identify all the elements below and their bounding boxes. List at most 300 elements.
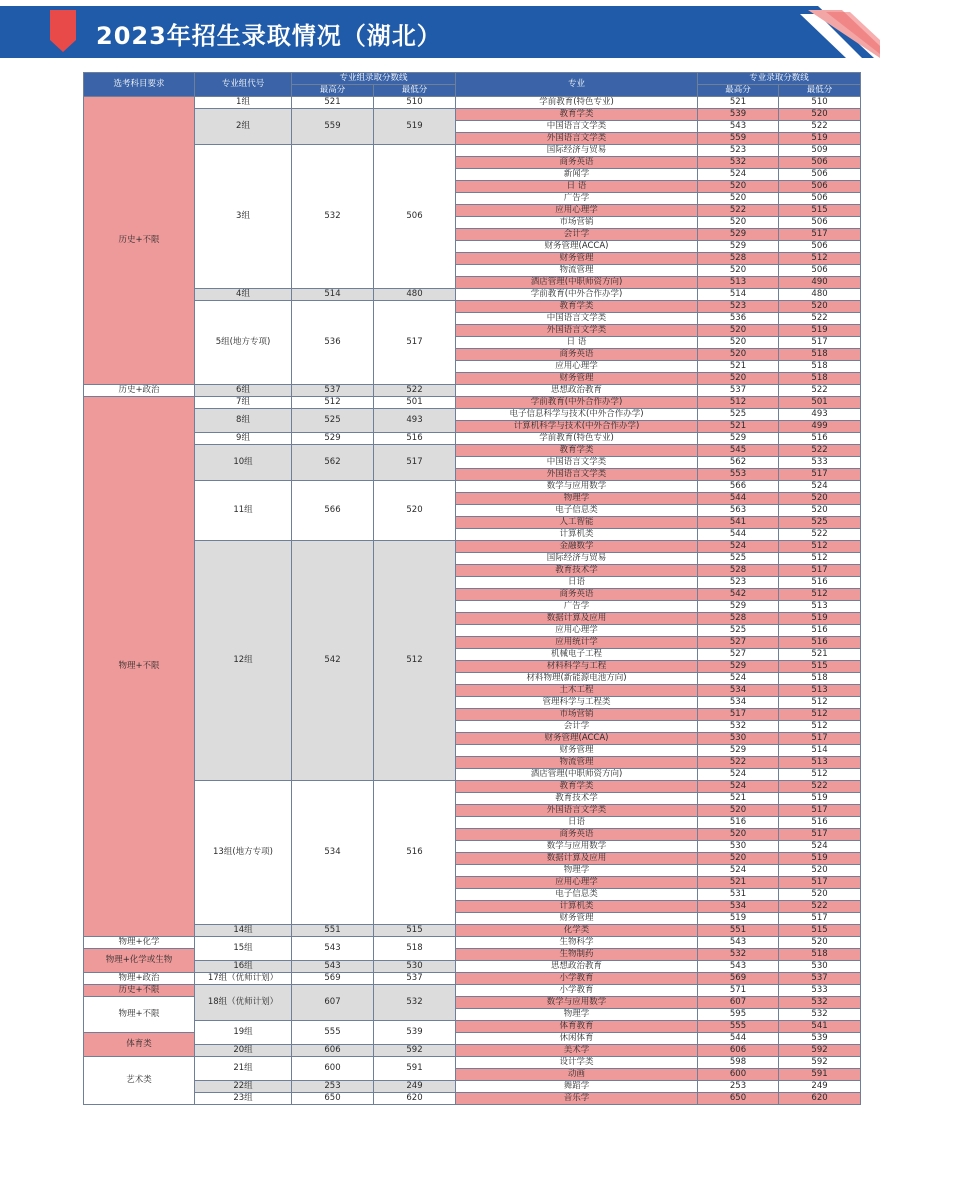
major-name-cell: 商务英语 (456, 349, 698, 361)
major-max-cell: 606 (698, 1045, 779, 1057)
page-title: 2023年招生录取情况（湖北） (96, 22, 442, 50)
major-min-cell: 512 (779, 589, 861, 601)
major-max-cell: 563 (698, 505, 779, 517)
group-min-cell: 591 (374, 1057, 456, 1081)
major-max-cell: 525 (698, 553, 779, 565)
major-max-cell: 524 (698, 673, 779, 685)
group-min-cell: 532 (374, 985, 456, 1021)
major-min-cell: 620 (779, 1093, 861, 1105)
group-max-cell: 600 (292, 1057, 374, 1081)
major-max-cell: 520 (698, 193, 779, 205)
major-max-cell: 253 (698, 1081, 779, 1093)
group-max-cell: 529 (292, 433, 374, 445)
table-row (84, 301, 861, 313)
header-group-min: 最低分 (374, 85, 456, 97)
group-code-cell: 14组 (195, 925, 292, 937)
subject-cell: 物理+化学 (84, 937, 195, 949)
major-name-cell: 物理学 (456, 865, 698, 877)
group-min-cell: 516 (374, 781, 456, 925)
group-code-cell: 10组 (195, 445, 292, 481)
group-min-cell: 480 (374, 289, 456, 301)
major-min-cell: 506 (779, 169, 861, 181)
major-min-cell: 515 (779, 925, 861, 937)
group-max-cell: 537 (292, 385, 374, 397)
major-max-cell: 532 (698, 721, 779, 733)
major-name-cell: 中国语言文学类 (456, 457, 698, 469)
major-min-cell: 520 (779, 301, 861, 313)
major-name-cell: 生物科学 (456, 937, 698, 949)
major-max-cell: 523 (698, 577, 779, 589)
major-min-cell: 512 (779, 769, 861, 781)
major-min-cell: 519 (779, 613, 861, 625)
group-max-cell: 562 (292, 445, 374, 481)
major-name-cell: 物流管理 (456, 757, 698, 769)
table-row (84, 445, 861, 457)
subject-cell: 体育类 (84, 1033, 195, 1057)
major-max-cell: 534 (698, 697, 779, 709)
group-code-cell: 5组(地方专项) (195, 301, 292, 385)
major-max-cell: 522 (698, 757, 779, 769)
major-name-cell: 财务管理 (456, 913, 698, 925)
major-min-cell: 518 (779, 949, 861, 961)
major-max-cell: 517 (698, 709, 779, 721)
table-row (84, 397, 861, 409)
major-min-cell: 522 (779, 313, 861, 325)
major-max-cell: 534 (698, 901, 779, 913)
major-min-cell: 524 (779, 481, 861, 493)
group-max-cell: 555 (292, 1021, 374, 1045)
subject-cell: 历史+政治 (84, 385, 195, 397)
subject-cell: 物理+化学或生物 (84, 949, 195, 973)
major-max-cell: 513 (698, 277, 779, 289)
major-min-cell: 518 (779, 349, 861, 361)
major-max-cell: 542 (698, 589, 779, 601)
major-max-cell: 524 (698, 865, 779, 877)
group-max-cell: 534 (292, 781, 374, 925)
group-max-cell: 525 (292, 409, 374, 433)
major-min-cell: 499 (779, 421, 861, 433)
major-name-cell: 休闲体育 (456, 1033, 698, 1045)
group-min-cell: 515 (374, 925, 456, 937)
major-min-cell: 514 (779, 745, 861, 757)
group-min-cell: 510 (374, 97, 456, 109)
major-name-cell: 材料科学与工程 (456, 661, 698, 673)
subject-cell: 物理+政治 (84, 973, 195, 985)
major-min-cell: 532 (779, 1009, 861, 1021)
major-min-cell: 517 (779, 565, 861, 577)
major-max-cell: 521 (698, 877, 779, 889)
group-max-cell: 606 (292, 1045, 374, 1057)
group-code-cell: 15组 (195, 937, 292, 961)
major-name-cell: 广告学 (456, 601, 698, 613)
major-min-cell: 249 (779, 1081, 861, 1093)
group-min-cell: 501 (374, 397, 456, 409)
major-name-cell: 财务管理(ACCA) (456, 733, 698, 745)
major-max-cell: 529 (698, 601, 779, 613)
major-min-cell: 530 (779, 961, 861, 973)
major-name-cell: 小学教育 (456, 973, 698, 985)
table-row (84, 973, 861, 985)
group-max-cell: 569 (292, 973, 374, 985)
major-max-cell: 530 (698, 841, 779, 853)
major-max-cell: 544 (698, 1033, 779, 1045)
major-min-cell: 521 (779, 649, 861, 661)
major-name-cell: 商务英语 (456, 157, 698, 169)
table-body (84, 97, 861, 1105)
group-code-cell: 12组 (195, 541, 292, 781)
group-max-cell: 543 (292, 961, 374, 973)
major-min-cell: 512 (779, 709, 861, 721)
major-max-cell: 520 (698, 349, 779, 361)
major-name-cell: 教育学类 (456, 445, 698, 457)
major-name-cell: 电子信息科学与技术(中外合作办学) (456, 409, 698, 421)
major-max-cell: 520 (698, 181, 779, 193)
group-max-cell: 512 (292, 397, 374, 409)
major-min-cell: 519 (779, 325, 861, 337)
major-max-cell: 523 (698, 301, 779, 313)
group-max-cell: 542 (292, 541, 374, 781)
major-name-cell: 化学类 (456, 925, 698, 937)
major-max-cell: 514 (698, 289, 779, 301)
major-min-cell: 516 (779, 625, 861, 637)
major-name-cell: 学前教育(特色专业) (456, 433, 698, 445)
major-name-cell: 中国语言文学类 (456, 313, 698, 325)
major-max-cell: 532 (698, 157, 779, 169)
major-name-cell: 计算机类 (456, 901, 698, 913)
major-name-cell: 教育学类 (456, 781, 698, 793)
major-min-cell: 516 (779, 577, 861, 589)
table-row (84, 781, 861, 793)
major-max-cell: 531 (698, 889, 779, 901)
major-name-cell: 物理学 (456, 493, 698, 505)
major-name-cell: 教育学类 (456, 301, 698, 313)
group-code-cell: 22组 (195, 1081, 292, 1093)
group-min-cell: 249 (374, 1081, 456, 1093)
major-name-cell: 广告学 (456, 193, 698, 205)
major-min-cell: 480 (779, 289, 861, 301)
major-max-cell: 537 (698, 385, 779, 397)
major-min-cell: 501 (779, 397, 861, 409)
group-max-cell: 532 (292, 145, 374, 289)
header-row (84, 73, 861, 85)
major-name-cell: 动画 (456, 1069, 698, 1081)
major-max-cell: 529 (698, 433, 779, 445)
header-subject: 选考科目要求 (84, 73, 195, 97)
group-min-cell: 520 (374, 481, 456, 541)
major-name-cell: 思想政治教育 (456, 961, 698, 973)
table-row (84, 1081, 861, 1093)
major-name-cell: 外国语言文学类 (456, 469, 698, 481)
group-code-cell: 17组（优师计划） (195, 973, 292, 985)
major-name-cell: 舞蹈学 (456, 1081, 698, 1093)
group-code-cell: 20组 (195, 1045, 292, 1057)
group-code-cell: 9组 (195, 433, 292, 445)
group-max-cell: 650 (292, 1093, 374, 1105)
major-min-cell: 512 (779, 697, 861, 709)
major-name-cell: 市场营销 (456, 709, 698, 721)
header-major-line: 专业录取分数线 (698, 73, 861, 85)
group-min-cell: 620 (374, 1093, 456, 1105)
major-min-cell: 517 (779, 229, 861, 241)
major-name-cell: 音乐学 (456, 1093, 698, 1105)
major-max-cell: 595 (698, 1009, 779, 1021)
major-name-cell: 数学与应用数学 (456, 481, 698, 493)
major-name-cell: 中国语言文学类 (456, 121, 698, 133)
major-min-cell: 518 (779, 373, 861, 385)
group-max-cell: 551 (292, 925, 374, 937)
major-min-cell: 512 (779, 253, 861, 265)
major-name-cell: 日语 (456, 577, 698, 589)
group-min-cell: 530 (374, 961, 456, 973)
major-max-cell: 543 (698, 121, 779, 133)
group-code-cell: 23组 (195, 1093, 292, 1105)
major-max-cell: 543 (698, 961, 779, 973)
major-name-cell: 土木工程 (456, 685, 698, 697)
major-max-cell: 598 (698, 1057, 779, 1069)
major-min-cell: 522 (779, 901, 861, 913)
major-name-cell: 材料物理(新能源电池方向) (456, 673, 698, 685)
major-max-cell: 562 (698, 457, 779, 469)
major-min-cell: 513 (779, 757, 861, 769)
subject-cell: 历史+不限 (84, 985, 195, 997)
group-max-cell: 536 (292, 301, 374, 385)
table-row (84, 925, 861, 937)
major-min-cell: 510 (779, 97, 861, 109)
group-code-cell: 3组 (195, 145, 292, 289)
group-code-cell: 18组（优师计划） (195, 985, 292, 1021)
group-max-cell: 253 (292, 1081, 374, 1093)
major-name-cell: 日 语 (456, 181, 698, 193)
major-name-cell: 会计学 (456, 229, 698, 241)
major-max-cell: 543 (698, 937, 779, 949)
major-max-cell: 520 (698, 805, 779, 817)
table-row (84, 1057, 861, 1069)
major-max-cell: 521 (698, 361, 779, 373)
major-name-cell: 电子信息类 (456, 889, 698, 901)
major-max-cell: 650 (698, 1093, 779, 1105)
major-name-cell: 外国语言文学类 (456, 133, 698, 145)
group-code-cell: 4组 (195, 289, 292, 301)
major-max-cell: 516 (698, 817, 779, 829)
table-row (84, 409, 861, 421)
major-name-cell: 教育学类 (456, 109, 698, 121)
major-max-cell: 551 (698, 925, 779, 937)
major-max-cell: 528 (698, 613, 779, 625)
major-max-cell: 527 (698, 649, 779, 661)
major-max-cell: 524 (698, 769, 779, 781)
major-min-cell: 522 (779, 445, 861, 457)
major-max-cell: 541 (698, 517, 779, 529)
major-max-cell: 530 (698, 733, 779, 745)
major-min-cell: 506 (779, 241, 861, 253)
major-min-cell: 517 (779, 829, 861, 841)
major-min-cell: 533 (779, 457, 861, 469)
major-max-cell: 559 (698, 133, 779, 145)
group-max-cell: 521 (292, 97, 374, 109)
table-row (84, 97, 861, 109)
group-code-cell: 11组 (195, 481, 292, 541)
group-code-cell: 2组 (195, 109, 292, 145)
major-max-cell: 528 (698, 565, 779, 577)
major-max-cell: 524 (698, 169, 779, 181)
group-min-cell: 516 (374, 433, 456, 445)
group-min-cell: 522 (374, 385, 456, 397)
group-min-cell: 512 (374, 541, 456, 781)
table-row (84, 985, 861, 997)
major-name-cell: 小学教育 (456, 985, 698, 997)
major-max-cell: 536 (698, 313, 779, 325)
major-max-cell: 544 (698, 529, 779, 541)
major-name-cell: 会计学 (456, 721, 698, 733)
major-name-cell: 学前教育(中外合作办学) (456, 397, 698, 409)
major-min-cell: 517 (779, 469, 861, 481)
group-code-cell: 6组 (195, 385, 292, 397)
major-max-cell: 553 (698, 469, 779, 481)
major-name-cell: 数据计算及应用 (456, 853, 698, 865)
subject-cell: 艺术类 (84, 1057, 195, 1105)
group-min-cell: 537 (374, 973, 456, 985)
major-min-cell: 520 (779, 865, 861, 877)
major-min-cell: 490 (779, 277, 861, 289)
major-min-cell: 519 (779, 793, 861, 805)
major-name-cell: 美术学 (456, 1045, 698, 1057)
major-min-cell: 517 (779, 337, 861, 349)
major-min-cell: 512 (779, 553, 861, 565)
major-name-cell: 财务管理(ACCA) (456, 241, 698, 253)
group-max-cell: 543 (292, 937, 374, 961)
major-max-cell: 544 (698, 493, 779, 505)
major-name-cell: 物流管理 (456, 265, 698, 277)
major-name-cell: 应用统计学 (456, 637, 698, 649)
major-min-cell: 520 (779, 109, 861, 121)
major-name-cell: 学前教育(中外合作办学) (456, 289, 698, 301)
major-min-cell: 519 (779, 853, 861, 865)
group-min-cell: 517 (374, 301, 456, 385)
major-max-cell: 521 (698, 97, 779, 109)
group-max-cell: 514 (292, 289, 374, 301)
major-max-cell: 607 (698, 997, 779, 1009)
major-name-cell: 教育技术学 (456, 793, 698, 805)
major-min-cell: 537 (779, 973, 861, 985)
major-name-cell: 思想政治教育 (456, 385, 698, 397)
table-row (84, 145, 861, 157)
major-min-cell: 506 (779, 193, 861, 205)
major-max-cell: 520 (698, 337, 779, 349)
major-max-cell: 555 (698, 1021, 779, 1033)
major-min-cell: 516 (779, 817, 861, 829)
major-max-cell: 520 (698, 265, 779, 277)
major-name-cell: 人工智能 (456, 517, 698, 529)
table-row (84, 937, 861, 949)
table-row (84, 541, 861, 553)
major-max-cell: 529 (698, 229, 779, 241)
header-major: 专业 (456, 73, 698, 97)
header-major-min: 最低分 (779, 85, 861, 97)
group-code-cell: 1组 (195, 97, 292, 109)
group-min-cell: 506 (374, 145, 456, 289)
header-major-max: 最高分 (698, 85, 779, 97)
major-min-cell: 522 (779, 529, 861, 541)
major-name-cell: 计算机类 (456, 529, 698, 541)
major-name-cell: 商务英语 (456, 589, 698, 601)
major-min-cell: 506 (779, 181, 861, 193)
major-min-cell: 522 (779, 121, 861, 133)
group-min-cell: 539 (374, 1021, 456, 1045)
table-row (84, 385, 861, 397)
major-max-cell: 520 (698, 853, 779, 865)
major-name-cell: 外国语言文学类 (456, 805, 698, 817)
major-max-cell: 520 (698, 373, 779, 385)
major-max-cell: 512 (698, 397, 779, 409)
major-name-cell: 国际经济与贸易 (456, 145, 698, 157)
major-name-cell: 生物制药 (456, 949, 698, 961)
major-min-cell: 513 (779, 685, 861, 697)
major-name-cell: 数学与应用数学 (456, 997, 698, 1009)
group-min-cell: 517 (374, 445, 456, 481)
major-max-cell: 528 (698, 253, 779, 265)
group-min-cell: 519 (374, 109, 456, 145)
major-name-cell: 酒店管理(中职师资方向) (456, 277, 698, 289)
major-name-cell: 设计学类 (456, 1057, 698, 1069)
major-max-cell: 529 (698, 661, 779, 673)
major-max-cell: 566 (698, 481, 779, 493)
major-max-cell: 521 (698, 793, 779, 805)
major-min-cell: 520 (779, 889, 861, 901)
major-min-cell: 520 (779, 493, 861, 505)
major-name-cell: 数学与应用数学 (456, 841, 698, 853)
major-max-cell: 524 (698, 781, 779, 793)
major-max-cell: 571 (698, 985, 779, 997)
table-row (84, 1021, 861, 1033)
header-group-max: 最高分 (292, 85, 374, 97)
major-max-cell: 525 (698, 409, 779, 421)
major-name-cell: 电子信息类 (456, 505, 698, 517)
major-max-cell: 522 (698, 205, 779, 217)
major-min-cell: 533 (779, 985, 861, 997)
major-min-cell: 506 (779, 157, 861, 169)
major-name-cell: 物理学 (456, 1009, 698, 1021)
major-min-cell: 522 (779, 781, 861, 793)
major-min-cell: 517 (779, 877, 861, 889)
major-max-cell: 600 (698, 1069, 779, 1081)
major-max-cell: 527 (698, 637, 779, 649)
major-max-cell: 534 (698, 685, 779, 697)
major-min-cell: 592 (779, 1045, 861, 1057)
major-name-cell: 外国语言文学类 (456, 325, 698, 337)
major-max-cell: 532 (698, 949, 779, 961)
major-max-cell: 569 (698, 973, 779, 985)
major-name-cell: 管理科学与工程类 (456, 697, 698, 709)
major-max-cell: 529 (698, 241, 779, 253)
major-min-cell: 520 (779, 937, 861, 949)
group-max-cell: 607 (292, 985, 374, 1021)
major-name-cell: 国际经济与贸易 (456, 553, 698, 565)
major-min-cell: 516 (779, 433, 861, 445)
table-row (84, 961, 861, 973)
major-name-cell: 新闻学 (456, 169, 698, 181)
major-max-cell: 539 (698, 109, 779, 121)
major-name-cell: 市场营销 (456, 217, 698, 229)
major-max-cell: 520 (698, 325, 779, 337)
major-min-cell: 517 (779, 913, 861, 925)
major-min-cell: 516 (779, 637, 861, 649)
major-min-cell: 519 (779, 133, 861, 145)
major-min-cell: 513 (779, 601, 861, 613)
header-group-code: 专业组代号 (195, 73, 292, 97)
major-name-cell: 数据计算及应用 (456, 613, 698, 625)
major-min-cell: 515 (779, 205, 861, 217)
major-name-cell: 财务管理 (456, 373, 698, 385)
